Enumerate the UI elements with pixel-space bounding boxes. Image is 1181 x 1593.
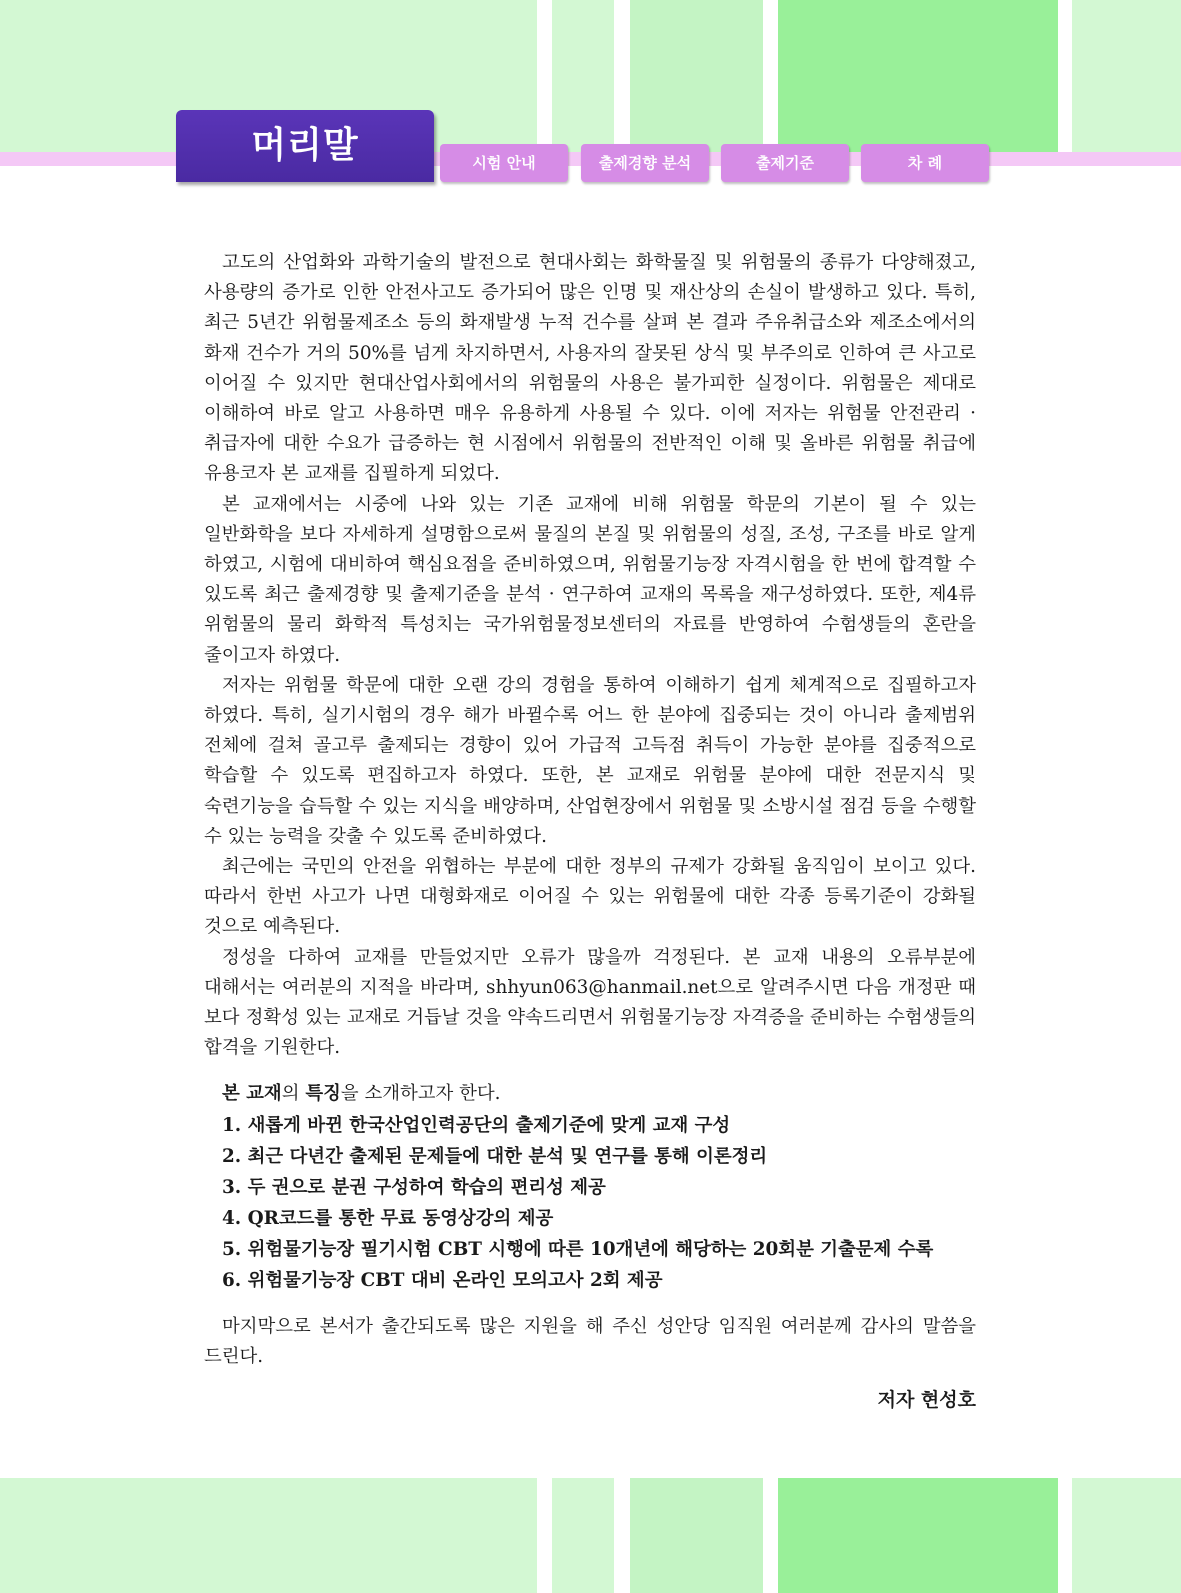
band-block xyxy=(778,0,1058,160)
band-block xyxy=(0,1478,537,1593)
closing-paragraph: 마지막으로 본서가 출간되도록 많은 지원을 해 주신 성안당 임직원 여러분께 감사의 말씀을 드린다. xyxy=(204,1315,976,1367)
features-intro-text: 의 xyxy=(281,1083,306,1105)
features-intro-bold: 본 교재 xyxy=(222,1083,282,1105)
band-block xyxy=(552,1478,614,1593)
features-intro xyxy=(204,1079,976,1109)
list-item: 5. 위험물기능장 필기시험 CBT 시행에 따른 10개년에 해당하는 20회분 기출문제 수록 xyxy=(222,1238,934,1260)
list-item: 2. 최근 다년간 출제된 문제들에 대한 분석 및 연구를 통해 이론정리 xyxy=(222,1145,768,1167)
list-item: 1. 새롭게 바뀐 한국산업인력공단의 출제기준에 맞게 교재 구성 xyxy=(222,1114,731,1136)
tab-exam-guide[interactable]: 시험 안내 xyxy=(440,144,568,182)
paragraph: 본 교재에서는 시중에 나와 있는 기존 교재에 비해 위험물 학문의 기본이 될 수 있는 일반화학을 보다 자세하게 설명함으로써 물질의 본질 및 위험물의 성질, 조성, 구조를 바로 알게 하였고, 시험에 대비하여 핵심요점을 준비하였으며, 위험물기능장 자격시험을 한 번에 합격할 수 있도록 최근 출제경향 및 출제기준을 분석 · 연구하여 교재의 목록을 재구성하였다. 또한, 제4류 위험물의 물리 화학적 특성치는 국가위험물정보센터의 자료를 반영하여 수험생들의 혼란을 줄이고자 하였다. xyxy=(204,493,977,666)
list-item: 4. QR코드를 통한 무료 동영상강의 제공 xyxy=(222,1207,554,1229)
features-intro-text: 을 소개하고자 한다. xyxy=(340,1083,501,1105)
paragraph: 저자는 위험물 학문에 대한 오랜 강의 경험을 통하여 이해하기 쉽게 체계적으로 집필하고자 하였다. 특히, 실기시험의 경우 해가 바뀔수록 어느 한 분야에 집중되는 것이 아니라 출제범위 전체에 걸쳐 골고루 출제되는 경향이 있어 가급적 고득점 취득이 가능한 분야를 집중적으로 학습할 수 있도록 편집하고자 하였다. 또한, 본 교재로 위험물 분야에 대한 전문지식 및 숙련기능을 습득할 수 있는 지식을 배양하며, 산업현장에서 위험물 및 소방시설 점검 등을 수행할 수 있는 능력을 갖출 수 있도록 준비하였다. xyxy=(204,674,976,847)
list-item: 6. 위험물기능장 CBT 대비 온라인 모의고사 2회 제공 xyxy=(222,1269,663,1291)
features-list xyxy=(204,1110,976,1296)
bottom-decorative-band xyxy=(0,1478,1181,1593)
tab-contents[interactable]: 차 례 xyxy=(861,144,989,182)
band-block xyxy=(630,0,763,160)
page-title: 머리말 xyxy=(176,110,434,182)
preface-body xyxy=(204,248,976,1372)
band-block xyxy=(552,0,614,160)
band-block xyxy=(1072,1478,1181,1593)
author-signature: 저자 현성호 xyxy=(877,1389,976,1411)
band-block xyxy=(630,1478,763,1593)
paragraph: 고도의 산업화와 과학기술의 발전으로 현대사회는 화학물질 및 위험물의 종류가 다양해졌고, 사용량의 증가로 인한 안전사고도 증가되어 많은 인명 및 재산상의 손실이 발생하고 있다. 특히, 최근 5년간 위험물제조소 등의 화재발생 누적 건수를 살펴 본 결과 주유취급소와 제조소에서의 화재 건수가 거의 50%를 넘게 차지하면서, 사용자의 잘못된 상식 및 부주의로 인하여 큰 사고로 이어질 수 있지만 현대산업사회에서의 위험물의 사용은 불가피한 실정이다. 위험물은 제대로 이해하여 바로 알고 사용하면 매우 유용하게 사용될 수 있다. 이에 저자는 위험물 안전관리 · 취급자에 대한 수요가 급증하는 현 시점에서 위험물의 전반적인 이해 및 올바른 위험물 취급에 유용코자 본 교재를 집필하게 되었다. xyxy=(204,252,976,485)
band-block xyxy=(1072,0,1181,160)
band-block xyxy=(778,1478,1058,1593)
paragraph: 정성을 다하여 교재를 만들었지만 오류가 많을까 걱정된다. 본 교재 내용의 오류부분에 대해서는 여러분의 지적을 바라며, shhyun063@hanmail.net으로 알려주시면 다음 개정판 때 보다 정확성 있는 교재로 거듭날 것을 약속드리면서 위험물기능장 자격증을 준비하는 수험생들의 합격을 기원한다. xyxy=(204,946,976,1059)
features-intro-bold: 특징 xyxy=(305,1083,341,1105)
list-item: 3. 두 권으로 분권 구성하여 학습의 편리성 제공 xyxy=(222,1176,606,1198)
tab-trend-analysis[interactable]: 출제경향 분석 xyxy=(581,144,709,182)
tab-exam-criteria[interactable]: 출제기준 xyxy=(721,144,849,182)
paragraph: 최근에는 국민의 안전을 위협하는 부분에 대한 정부의 규제가 강화될 움직임이 보이고 있다. 따라서 한번 사고가 나면 대형화재로 이어질 수 있는 위험물에 대한 각종 등록기준이 강화될 것으로 예측된다. xyxy=(204,856,976,938)
